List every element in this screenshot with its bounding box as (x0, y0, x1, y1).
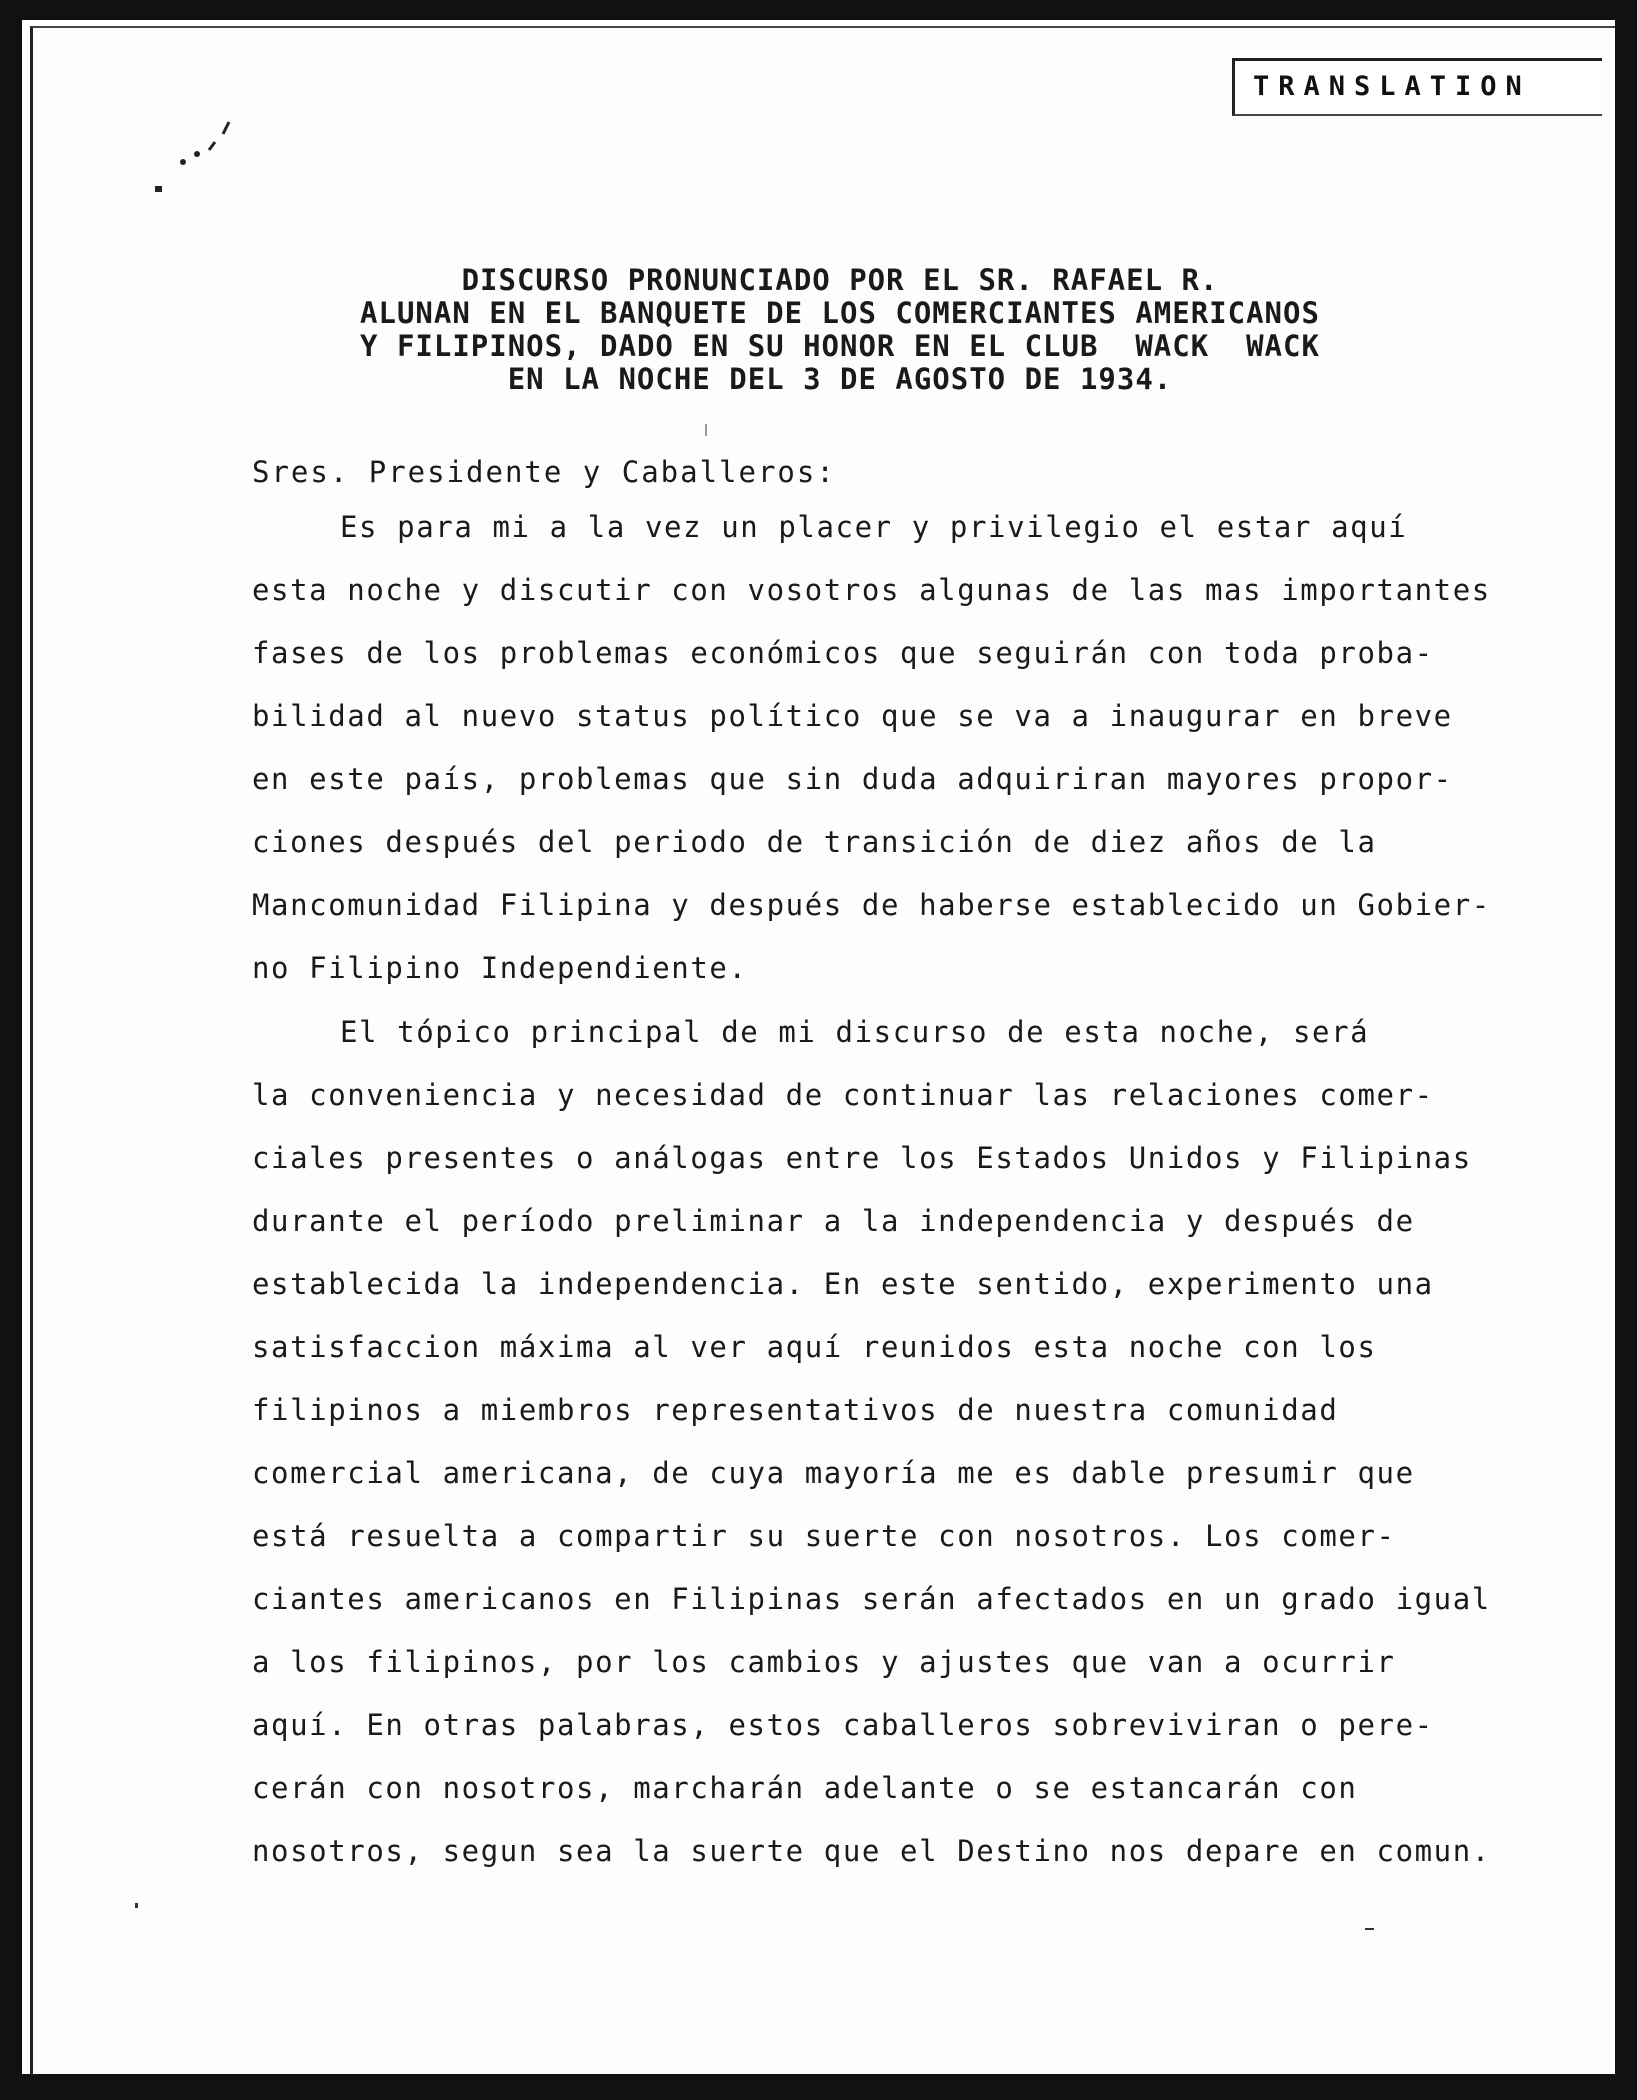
paragraph-line: ciantes americanos en Filipinas serán afectados en un grado igual (252, 1582, 1491, 1616)
ink-speck (155, 186, 162, 192)
margin-mark (135, 1903, 138, 1908)
paragraph-line: comercial americana, de cuya mayoría me es dable presumir que (252, 1456, 1415, 1490)
paragraph-line: cerán con nosotros, marcharán adelante o se estancarán con (252, 1771, 1358, 1805)
margin-mark (705, 424, 707, 436)
heading-line: ALUNAN EN EL BANQUETE DE LOS COMERCIANTES AMERICANOS (360, 296, 1320, 330)
paragraph-line: fases de los problemas económicos que seguirán con toda proba- (252, 636, 1434, 670)
paragraph-line: esta noche y discutir con vosotros algunas de las mas importantes (252, 573, 1491, 607)
ink-speck (194, 151, 200, 157)
paragraph-line: establecida la independencia. En este sentido, experimento una (252, 1267, 1434, 1301)
ink-speck (180, 159, 186, 165)
paragraph-line: ciales presentes o análogas entre los Estados Unidos y Filipinas (252, 1141, 1472, 1175)
paragraph-line: durante el período preliminar a la independencia y después de (252, 1204, 1415, 1238)
paragraph-line: filipinos a miembros representativos de nuestra comunidad (252, 1393, 1339, 1427)
paragraph-line: en este país, problemas que sin duda adquiriran mayores propor- (252, 762, 1453, 796)
translation-label: TRANSLATION (1232, 58, 1602, 116)
paragraph-line: la conveniencia y necesidad de continuar las relaciones comer- (252, 1078, 1434, 1112)
ink-specks (151, 120, 251, 210)
heading-line: DISCURSO PRONUNCIADO POR EL SR. RAFAEL R. (461, 263, 1219, 297)
speech-heading (320, 264, 1360, 396)
paragraph-line: está resuelta a compartir su suerte con nosotros. Los comer- (252, 1519, 1396, 1553)
paragraph-line: bilidad al nuevo status político que se va a inaugurar en breve (252, 699, 1453, 733)
paragraph-line: aquí. En otras palabras, estos caballeros sobreviviran o pere- (252, 1708, 1434, 1742)
paragraph-2 (252, 1001, 1491, 1883)
paragraph-line: Mancomunidad Filipina y después de haberse establecido un Gobier- (252, 888, 1491, 922)
heading-line: Y FILIPINOS, DADO EN SU HONOR EN EL CLUB WACK WACK (360, 329, 1320, 363)
salutation: Sres. Presidente y Caballeros: (252, 455, 836, 489)
paragraph-line: El tópico principal de mi discurso de esta noche, será (340, 1015, 1370, 1049)
paragraph-line: nosotros, segun sea la suerte que el Destino nos depare en comun. (252, 1834, 1491, 1868)
paragraph-line: satisfaccion máxima al ver aquí reunidos esta noche con los (252, 1330, 1377, 1364)
margin-mark (1365, 1928, 1374, 1930)
ink-speck (223, 122, 229, 134)
paragraph-line: ciones después del periodo de transición de diez años de la (252, 825, 1377, 859)
paragraph-line: Es para mi a la vez un placer y privilegio el estar aquí (340, 510, 1408, 544)
paragraph-line: no Filipino Independiente. (252, 951, 748, 985)
paragraph-line: a los filipinos, por los cambios y ajustes que van a ocurrir (252, 1645, 1396, 1679)
paragraph-1 (252, 496, 1491, 1000)
heading-line: EN LA NOCHE DEL 3 DE AGOSTO DE 1934. (507, 362, 1173, 396)
ink-speck (209, 142, 215, 150)
